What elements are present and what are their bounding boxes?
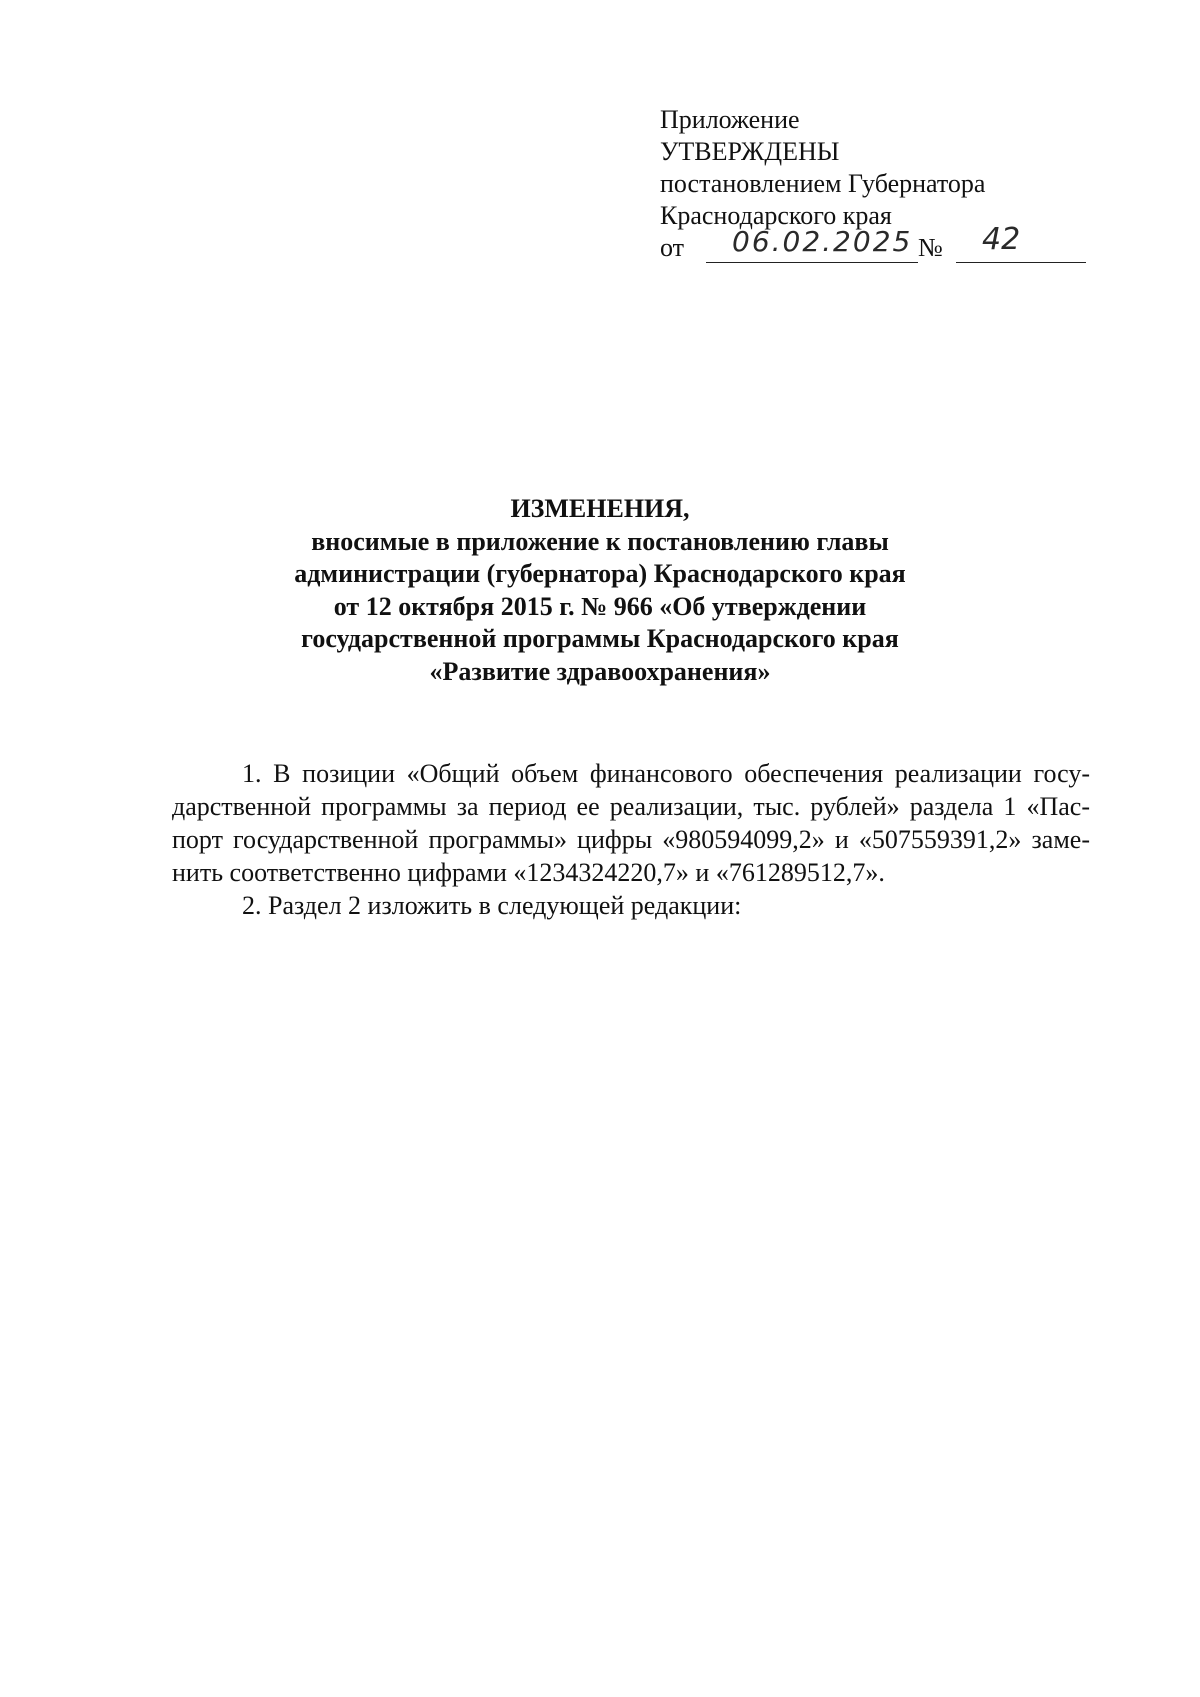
paragraph-1-line: 1. В позиции «Общий объем финансового обеспечения реализации госу- xyxy=(242,759,1090,788)
from-label: от xyxy=(660,233,685,262)
paragraph-1-line: порт государственной программы» цифры «980594099,2» и «507559391,2» заме- xyxy=(172,825,1090,854)
handwritten-number: 42 xyxy=(982,222,1021,257)
appendix-label: Приложение xyxy=(660,105,800,134)
number-underline xyxy=(956,262,1086,263)
approved-by-line-1: постановлением Губернатора xyxy=(660,169,986,198)
approved-label: УТВЕРЖДЕНЫ xyxy=(660,137,840,166)
paragraph-2: 2. Раздел 2 изложить в следующей редакции: xyxy=(242,891,742,920)
date-underline xyxy=(706,262,918,263)
title-line-5: государственной программы Краснодарского края xyxy=(301,624,899,653)
approved-by-line-2: Краснодарского края xyxy=(660,201,892,230)
paragraph-1 xyxy=(172,757,1090,889)
title-line-4: от 12 октября 2015 г. № 966 «Об утверждении xyxy=(333,591,867,621)
paragraph-1-line: дарственной программы за период ее реализации, тыс. рублей» раздела 1 «Пас- xyxy=(172,792,1090,821)
document-title xyxy=(170,493,1030,688)
number-label: № xyxy=(918,233,943,262)
title-line-1: ИЗМЕНЕНИЯ, xyxy=(510,494,690,523)
title-line-3: администрации (губернатора) Краснодарского края xyxy=(294,559,906,588)
date-number-line xyxy=(660,222,1100,268)
title-line-6: «Развитие здравоохранения» xyxy=(429,656,771,686)
paragraph-1-line: нить соответственно цифрами «1234324220,7» и «761289512,7». xyxy=(172,858,885,887)
handwritten-date: 06.02.2025 xyxy=(732,225,913,258)
approval-header xyxy=(660,104,1100,268)
title-line-2: вносимые в приложение к постановлению главы xyxy=(311,526,889,556)
document-body xyxy=(172,757,1090,922)
